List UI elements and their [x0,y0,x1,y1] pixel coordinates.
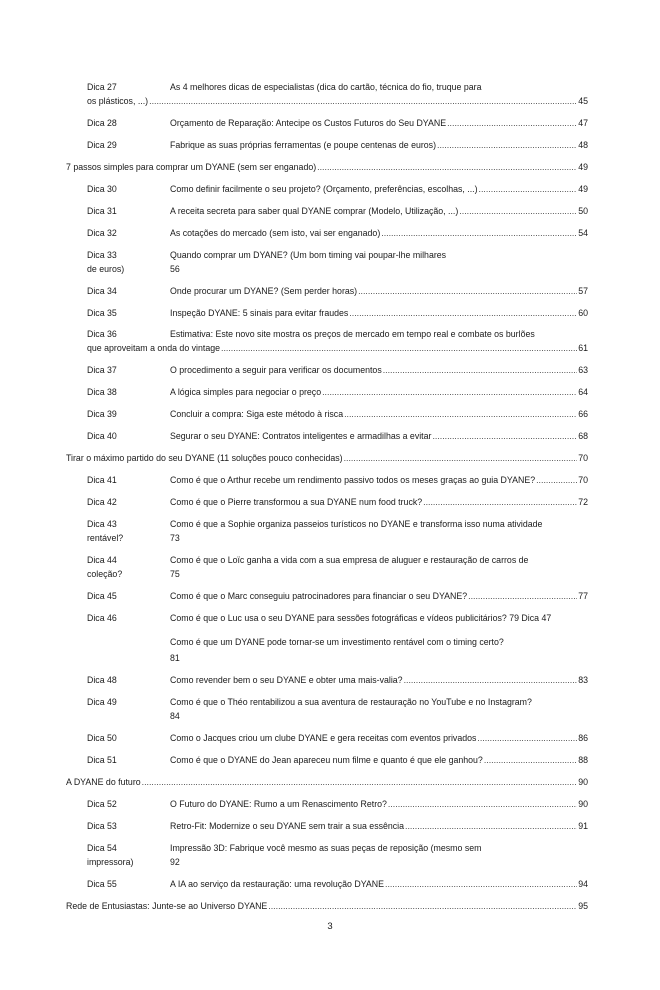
toc-tip-label: Dica 51 [87,755,117,765]
toc-entry-title: Como o Jacques criou um clube DYANE e gera receitas com eventos privados [170,733,477,743]
dot-leader [268,901,577,912]
toc-section-entry[interactable] [66,777,588,788]
toc-entry[interactable] [170,879,588,890]
toc-tip-label: Dica 39 [87,409,117,419]
toc-tip-label: Dica 55 [87,879,117,889]
dot-leader [459,206,577,217]
toc-page-number: 49 [578,162,588,172]
toc-section-entry[interactable] [66,453,588,464]
toc-tip-label: Dica 36 [87,329,117,339]
toc-entry-title[interactable]: Como é que o Théo rentabilizou a sua aventura de restauração no YouTube e no Instagram? [170,697,532,707]
toc-page-number: 70 [578,453,588,463]
toc-page-number: 61 [578,343,588,353]
toc-entry-title[interactable]: Impressão 3D: Fabrique você mesmo as suas peças de reposição (mesmo sem [170,843,482,853]
toc-tip-label-continued: impressora) [87,857,134,867]
dot-leader [142,777,578,788]
dot-leader [317,162,577,173]
toc-entry-title: os plásticos, ...) [87,96,149,106]
toc-entry[interactable] [170,733,588,744]
toc-tip-label: Dica 53 [87,821,117,831]
toc-entry[interactable] [170,206,588,217]
toc-entry[interactable] [170,228,588,239]
toc-page-number: 83 [578,675,588,685]
toc-page-number: 90 [578,799,588,809]
toc-entry-title[interactable]: Como é que um DYANE pode tornar-se um investimento rentável com o timing certo? [170,637,504,647]
dot-leader [404,675,578,686]
toc-entry-title[interactable]: Como é que o Luc usa o seu DYANE para sessões fotográficas e vídeos publicitários? 79 Dica 47 [170,613,552,623]
toc-page-number: 81 [170,653,180,663]
toc-page-number: 47 [578,118,588,128]
toc-section-title: A DYANE do futuro [66,777,141,787]
toc-tip-label: Dica 30 [87,184,117,194]
toc-tip-label: Dica 41 [87,475,117,485]
toc-tip-label: Dica 35 [87,308,117,318]
toc-page-number: 63 [578,365,588,375]
toc-entry-title: A lógica simples para negociar o preço [170,387,322,397]
toc-page-number: 75 [170,569,180,579]
toc-entry[interactable] [170,799,588,810]
dot-leader [405,821,577,832]
toc-entry-title[interactable]: As 4 melhores dicas de especialistas (dica do cartão, técnica do fio, truque para [170,82,482,92]
dot-leader [149,96,577,107]
toc-page-number: 49 [578,184,588,194]
toc-entry-title: Como é que o Marc conseguiu patrocinadores para financiar o seu DYANE? [170,591,468,601]
dot-leader [344,453,578,464]
toc-entry[interactable] [170,184,588,195]
toc-entry[interactable] [170,365,588,376]
toc-page-number: 50 [578,206,588,216]
toc-entry-title: Como é que o Pierre transformou a sua DYANE num food truck? [170,497,423,507]
toc-entry[interactable] [170,475,588,486]
dot-leader [344,409,577,420]
toc-tip-label: Dica 40 [87,431,117,441]
toc-entry[interactable] [170,140,588,151]
toc-tip-label: Dica 52 [87,799,117,809]
toc-tip-label: Dica 33 [87,250,117,260]
dot-leader [221,343,577,354]
toc-page-number: 56 [170,264,180,274]
toc-page-number: 90 [578,777,588,787]
toc-tip-label: Dica 42 [87,497,117,507]
toc-entry-title: O procedimento a seguir para verificar os documentos [170,365,382,375]
toc-tip-label-continued: rentável? [87,533,124,543]
toc-page-number: 77 [578,591,588,601]
dot-leader [432,431,577,442]
toc-tip-label: Dica 49 [87,697,117,707]
toc-entry-title: O Futuro do DYANE: Rumo a um Renascimento Retro? [170,799,387,809]
toc-tip-label: Dica 46 [87,613,117,623]
dot-leader [358,286,577,297]
toc-page-number: 48 [578,140,588,150]
dot-leader [536,475,577,486]
toc-entry-title: Como revender bem o seu DYANE e obter uma mais-valia? [170,675,403,685]
toc-tip-label: Dica 45 [87,591,117,601]
toc-tip-label: Dica 31 [87,206,117,216]
toc-entry-title: Orçamento de Reparação: Antecipe os Custos Futuros do Seu DYANE [170,118,447,128]
toc-section-title: 7 passos simples para comprar um DYANE (sem ser enganado) [66,162,317,172]
toc-page-number: 57 [578,286,588,296]
toc-page-number: 92 [170,857,180,867]
toc-entry-title: As cotações do mercado (sem isto, vai ser enganado) [170,228,381,238]
toc-tip-label: Dica 38 [87,387,117,397]
toc-page-number: 54 [578,228,588,238]
toc-entry[interactable] [170,497,588,508]
toc-tip-label: Dica 29 [87,140,117,150]
toc-tip-label: Dica 32 [87,228,117,238]
toc-entry-title: Como é que o DYANE do Jean apareceu num filme e quanto é que ele ganhou? [170,755,483,765]
toc-tip-label: Dica 48 [87,675,117,685]
toc-page-number: 45 [578,96,588,106]
toc-tip-label: Dica 50 [87,733,117,743]
toc-tip-label-continued: coleção? [87,569,123,579]
dot-leader [322,387,577,398]
toc-page-number: 64 [578,387,588,397]
toc-tip-label: Dica 54 [87,843,117,853]
toc-page-number: 94 [578,879,588,889]
toc-entry[interactable] [87,96,588,107]
toc-entry[interactable] [87,343,588,354]
toc-tip-label: Dica 27 [87,82,117,92]
toc-page-number: 70 [578,475,588,485]
toc-tip-label: Dica 43 [87,519,117,529]
dot-leader [383,365,577,376]
toc-page-number: 68 [578,431,588,441]
toc-page-number: 88 [578,755,588,765]
dot-leader [437,140,577,151]
toc-entry[interactable] [170,308,588,319]
toc-page-number: 86 [578,733,588,743]
toc-entry[interactable] [170,431,588,442]
toc-entry-title: Como é que o Arthur recebe um rendimento passivo todos os meses graças ao guia DYANE? [170,475,536,485]
toc-entry[interactable] [170,755,588,766]
toc-entry-title: A receita secreta para saber qual DYANE comprar (Modelo, Utilização, ...) [170,206,459,216]
toc-page-number: 84 [170,711,180,721]
toc-tip-label: Dica 28 [87,118,117,128]
toc-entry-title: Retro-Fit: Modernize o seu DYANE sem trair a sua essência [170,821,405,831]
dot-leader [388,799,577,810]
toc-page-number: 60 [578,308,588,318]
toc-entry-title: Inspeção DYANE: 5 sinais para evitar fraudes [170,308,349,318]
toc-entry[interactable] [170,821,588,832]
dot-leader [468,591,577,602]
toc-page-number: 66 [578,409,588,419]
toc-entry-title[interactable]: Estimativa: Este novo site mostra os preços de mercado em tempo real e combate os burlões [170,329,535,339]
dot-leader [477,733,577,744]
dot-leader [385,879,577,890]
toc-entry[interactable] [170,409,588,420]
toc-entry-title: Concluir a compra: Siga este método à risca [170,409,344,419]
toc-tip-label: Dica 34 [87,286,117,296]
toc-entry-title: Segurar o seu DYANE: Contratos inteligentes e armadilhas a evitar [170,431,432,441]
toc-page-number: 73 [170,533,180,543]
toc-entry[interactable] [170,286,588,297]
toc-tip-label: Dica 44 [87,555,117,565]
dot-leader [479,184,578,195]
toc-section-entry[interactable] [66,901,588,912]
toc-entry-title[interactable]: Como é que o Loïc ganha a vida com a sua empresa de aluguer e restauração de carros de [170,555,529,565]
toc-section-title: Tirar o máximo partido do seu DYANE (11 soluções pouco conhecidas) [66,453,343,463]
toc-entry-title[interactable]: Quando comprar um DYANE? (Um bom timing vai poupar-lhe milhares [170,250,447,260]
toc-tip-label: Dica 37 [87,365,117,375]
toc-section-entry[interactable] [66,162,588,173]
toc-tip-label-continued: de euros) [87,264,125,274]
dot-leader [381,228,577,239]
toc-entry-title: Fabrique as suas próprias ferramentas (e poupe centenas de euros) [170,140,437,150]
toc-entry[interactable] [170,591,588,602]
toc-entry[interactable] [170,675,588,686]
toc-entry[interactable] [170,118,588,129]
toc-entry-title: Onde procurar um DYANE? (Sem perder horas) [170,286,358,296]
toc-entry[interactable] [170,387,588,398]
toc-entry-title: que aproveitam a onda do vintage [87,343,221,353]
dot-leader [447,118,577,129]
toc-entry-title: A IA ao serviço da restauração: uma revolução DYANE [170,879,385,889]
dot-leader [349,308,577,319]
dot-leader [423,497,577,508]
toc-page-number: 91 [578,821,588,831]
toc-page-number: 72 [578,497,588,507]
toc-entry-title[interactable]: Como é que a Sophie organiza passeios turísticos no DYANE e transforma isso numa atividade [170,519,543,529]
toc-entry-title: Como definir facilmente o seu projeto? (Orçamento, preferências, escolhas, ...) [170,184,478,194]
toc-page-number: 95 [578,901,588,911]
toc-section-title: Rede de Entusiastas: Junte-se ao Universo DYANE [66,901,268,911]
dot-leader [484,755,577,766]
page-number: 3 [327,921,333,932]
